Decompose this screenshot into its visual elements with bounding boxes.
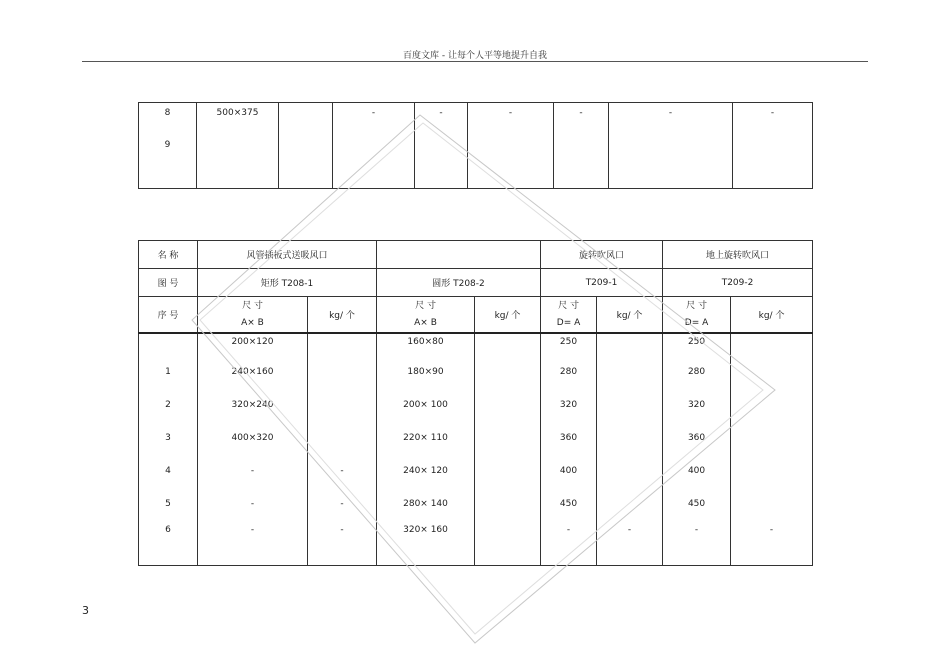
table-cell: 5 <box>139 487 198 520</box>
table-cell: 1 <box>139 355 198 388</box>
table-cell <box>597 421 663 454</box>
kg-header: kg/ 个 <box>308 297 377 334</box>
table-cell <box>308 333 377 355</box>
table-cell: 500×375 <box>197 103 279 189</box>
kg-header: kg/ 个 <box>597 297 663 334</box>
table-cell: 250 <box>663 333 731 355</box>
table-cell <box>475 421 541 454</box>
table-cell: - <box>415 103 468 189</box>
table-row <box>139 355 813 388</box>
table-cell <box>279 103 333 189</box>
table-row <box>139 103 813 189</box>
table-cell <box>597 355 663 388</box>
table-cell: - <box>198 520 308 566</box>
table-row-subheader <box>139 297 813 334</box>
table-cell: 280 <box>541 355 597 388</box>
table-cell: 360 <box>541 421 597 454</box>
table-cell <box>308 355 377 388</box>
table-cell: - <box>554 103 609 189</box>
table-cell <box>731 421 813 454</box>
table-top <box>138 102 813 189</box>
table-cell: - <box>333 103 415 189</box>
table-cell <box>139 333 198 355</box>
page-number: 3 <box>82 604 89 617</box>
group-code-3: T209-1 <box>541 269 663 297</box>
header-rule <box>82 61 868 62</box>
table-cell <box>731 333 813 355</box>
table-cell <box>597 454 663 487</box>
table-cell: 200× 100 <box>377 388 475 421</box>
table-row <box>139 520 813 566</box>
index-label: 序 号 <box>139 297 198 334</box>
table-cell: - <box>731 520 813 566</box>
table-cell: 160×80 <box>377 333 475 355</box>
table-cell <box>475 487 541 520</box>
table-cell: 280 <box>663 355 731 388</box>
table-cell: 400×320 <box>198 421 308 454</box>
table-cell: 400 <box>541 454 597 487</box>
table-cell <box>475 454 541 487</box>
size-header: 尺 寸 D= A <box>541 297 597 334</box>
table-cell: 320 <box>663 388 731 421</box>
table-cell <box>475 333 541 355</box>
table-cell <box>597 487 663 520</box>
table-row <box>139 487 813 520</box>
table-cell: - <box>308 487 377 520</box>
size-header: 尺 寸 A× B <box>198 297 308 334</box>
page-header: 百度文库 - 让每个人平等地提升自我 <box>403 51 547 61</box>
table-cell <box>597 388 663 421</box>
table-cell <box>731 487 813 520</box>
table-cell <box>308 421 377 454</box>
table-cell: - <box>663 520 731 566</box>
table-cell <box>475 388 541 421</box>
name-label: 名 称 <box>139 241 198 269</box>
table-cell: 320×240 <box>198 388 308 421</box>
table-cell: - <box>597 520 663 566</box>
group-code-2: 圆形 T208-2 <box>377 269 541 297</box>
table-row <box>139 333 813 355</box>
table-cell <box>731 454 813 487</box>
table-cell: 240×160 <box>198 355 308 388</box>
table-cell: - <box>541 520 597 566</box>
group-name-2 <box>377 241 541 269</box>
table-cell: 250 <box>541 333 597 355</box>
kg-header: kg/ 个 <box>731 297 813 334</box>
table-cell <box>731 355 813 388</box>
table-row-code <box>139 269 813 297</box>
table-cell: - <box>733 103 813 189</box>
table-row <box>139 388 813 421</box>
table-cell: - <box>198 487 308 520</box>
kg-header: kg/ 个 <box>475 297 541 334</box>
group-code-4: T209-2 <box>663 269 813 297</box>
table-cell: - <box>198 454 308 487</box>
table-air-outlets <box>138 240 813 566</box>
table-cell: 360 <box>663 421 731 454</box>
group-code-1: 矩形 T208-1 <box>198 269 377 297</box>
table-cell: 8 9 <box>139 103 197 189</box>
table-row-name <box>139 241 813 269</box>
table-cell: 3 <box>139 421 198 454</box>
table-cell: - <box>609 103 733 189</box>
table-cell <box>731 388 813 421</box>
table-cell: 4 <box>139 454 198 487</box>
table-cell: - <box>308 454 377 487</box>
table-cell: 2 <box>139 388 198 421</box>
table-cell <box>475 520 541 566</box>
size-header: 尺 寸 D= A <box>663 297 731 334</box>
group-name-3: 旋转吹风口 <box>541 241 663 269</box>
table-cell: - <box>308 520 377 566</box>
table-cell: 280× 140 <box>377 487 475 520</box>
table-cell: 200×120 <box>198 333 308 355</box>
table-cell <box>475 355 541 388</box>
table-cell: 320 <box>541 388 597 421</box>
table-cell <box>308 388 377 421</box>
table-cell: 6 <box>139 520 198 566</box>
group-name-4: 地上旋转吹风口 <box>663 241 813 269</box>
table-cell: 220× 110 <box>377 421 475 454</box>
table-row <box>139 421 813 454</box>
table-cell: 450 <box>663 487 731 520</box>
table-cell: 240× 120 <box>377 454 475 487</box>
table-cell: - <box>468 103 554 189</box>
table-cell: 320× 160 <box>377 520 475 566</box>
table-cell: 180×90 <box>377 355 475 388</box>
table-row <box>139 454 813 487</box>
code-label: 图 号 <box>139 269 198 297</box>
table-cell: 450 <box>541 487 597 520</box>
group-name-1: 风管插板式送吸风口 <box>198 241 377 269</box>
table-cell: 400 <box>663 454 731 487</box>
table-cell <box>597 333 663 355</box>
table-body <box>139 333 813 566</box>
size-header: 尺 寸 A× B <box>377 297 475 334</box>
